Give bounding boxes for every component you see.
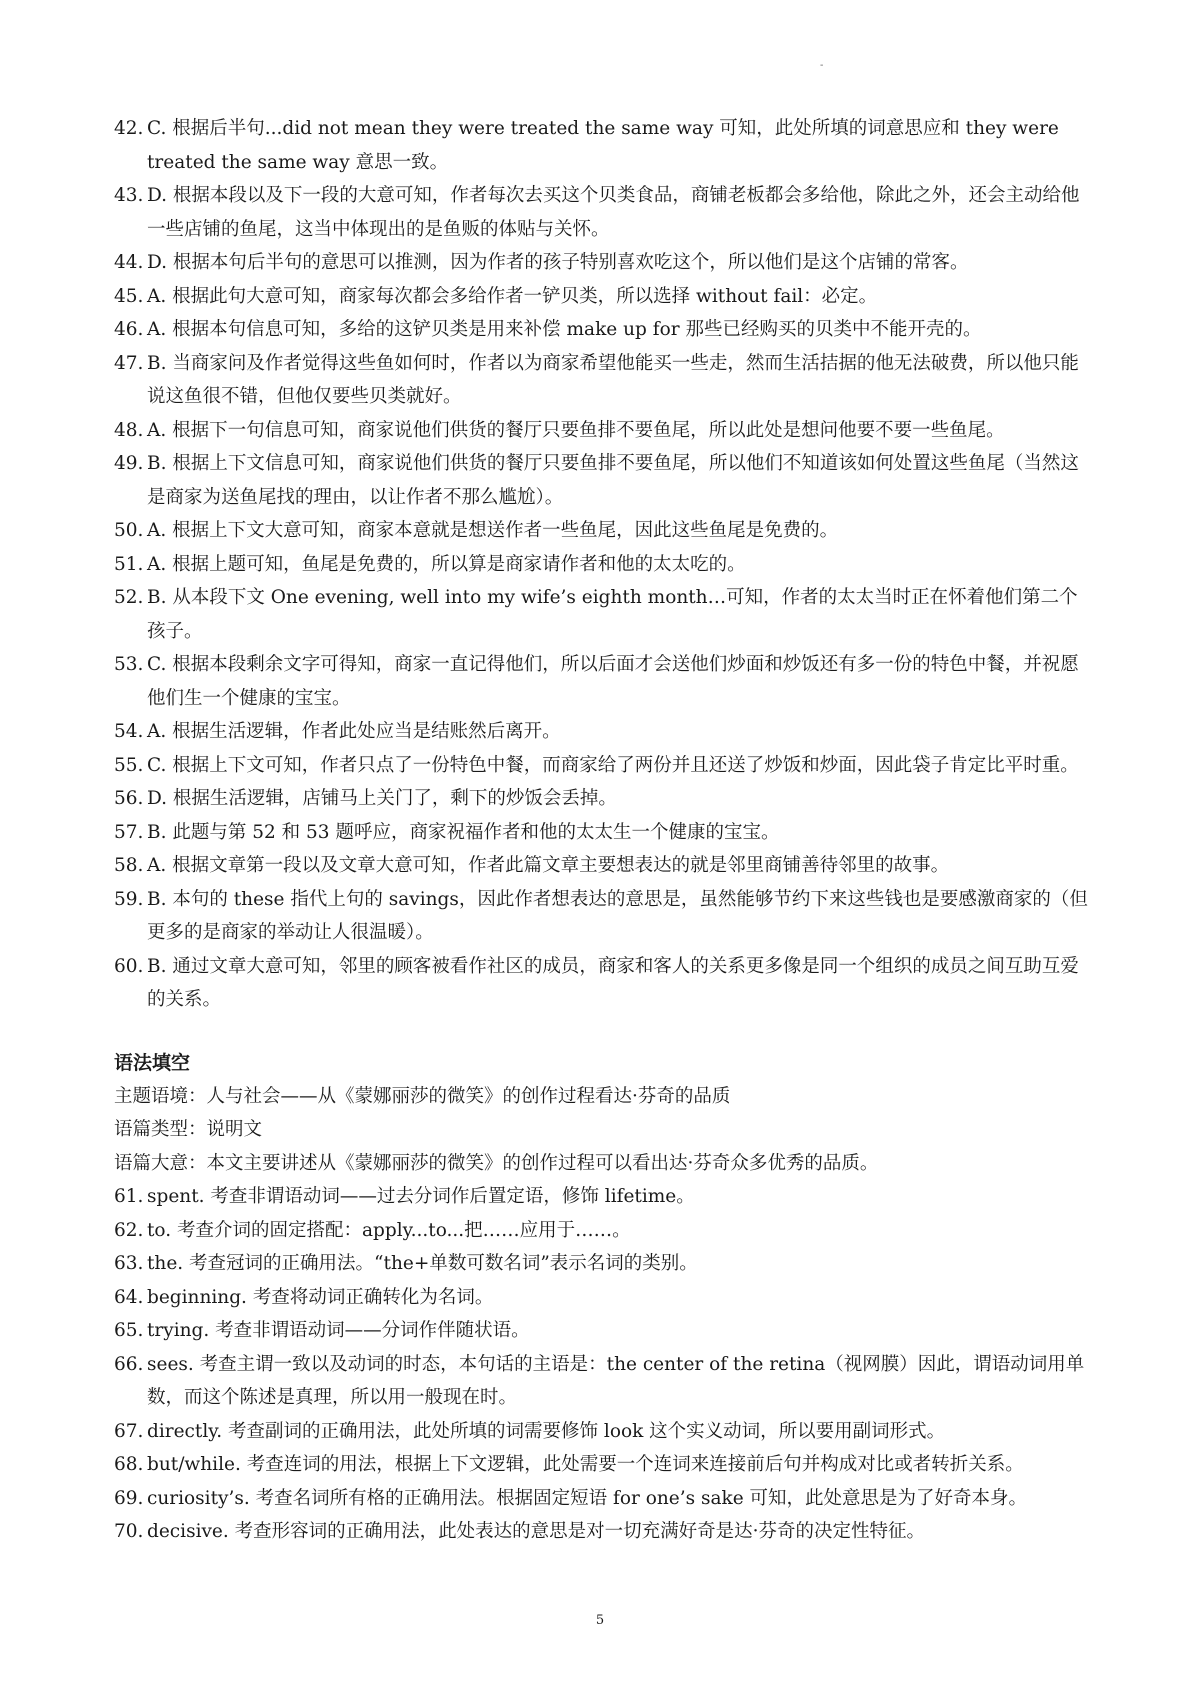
item-text: A. 根据本句信息可知，多给的这铲贝类是用来补偿 make up for 那些已经购买的贝类中不能开壳的。	[147, 319, 982, 340]
answer-item	[114, 313, 1094, 347]
item-number: 66.	[114, 1353, 144, 1375]
item-text: B. 通过文章大意可知，邻里的顾客被看作社区的成员，商家和客人的关系更多像是同一个组织的成员之间互助互爱的关系。	[147, 955, 1079, 1010]
item-text: but/while. 考查连词的用法，根据上下文逻辑，此处需要一个连词来连接前后句并构成对比或者转折关系。	[147, 1454, 1024, 1475]
item-text: to. 考查介词的固定搭配：apply...to...把……应用于……。	[147, 1219, 631, 1241]
answer-item	[114, 782, 1094, 816]
answer-content	[114, 112, 1094, 1549]
section-title: 语法填空	[114, 1051, 191, 1074]
answer-item	[114, 1214, 1094, 1248]
item-text: decisive. 考查形容词的正确用法，此处表达的意思是对一切充满好奇是达·芬奇的决定性特征。	[147, 1521, 926, 1542]
item-number: 58.	[114, 855, 144, 876]
item-number: 56.	[114, 788, 144, 809]
item-text: directly. 考查副词的正确用法，此处所填的词需要修饰 look 这个实义动词，所以要用副词形式。	[147, 1420, 946, 1442]
grammar-section	[114, 1047, 1094, 1549]
item-text: A. 根据上题可知，鱼尾是免费的，所以算是商家请作者和他的太太吃的。	[147, 553, 746, 575]
answer-item	[114, 648, 1094, 715]
item-text: beginning. 考查将动词正确转化为名词。	[147, 1286, 494, 1308]
answer-item	[114, 1448, 1094, 1482]
item-text: C. 根据上下文可知，作者只点了一份特色中餐，而商家给了两份并且还送了炒饭和炒面，因此袋子肯定比平时重。	[147, 754, 1079, 776]
answer-item	[114, 849, 1094, 883]
item-number: 55.	[114, 754, 144, 776]
item-text: the. 考查冠词的正确用法。“the+单数可数名词”表示名词的类别。	[147, 1253, 698, 1274]
item-text: B. 此题与第 52 和 53 题呼应，商家祝福作者和他的太太生一个健康的宝宝。	[147, 821, 780, 843]
item-number: 42.	[114, 118, 144, 139]
item-text: D. 根据本句后半句的意思可以推测，因为作者的孩子特别喜欢吃这个，所以他们是这个店铺的常客。	[147, 252, 969, 273]
item-text: B. 本句的 these 指代上句的 savings，因此作者想表达的意思是，虽然能够节约下来这些钱也是要感激商家的（但更多的是商家的举动让人很温暖）。	[147, 888, 1088, 943]
item-text: spent. 考查非谓语动词——过去分词作后置定语，修饰 lifetime。	[147, 1186, 695, 1207]
item-text: A. 根据上下文大意可知，商家本意就是想送作者一些鱼尾，因此这些鱼尾是免费的。	[147, 520, 839, 541]
item-text: D. 根据本段以及下一段的大意可知，作者每次去买这个贝类食品，商铺老板都会多给他，除此之外，还会主动给他一些店铺的鱼尾，这当中体现出的是鱼贩的体贴与关怀。	[147, 185, 1080, 240]
answer-item	[114, 950, 1094, 1017]
answer-item	[114, 1314, 1094, 1348]
item-text: B. 根据上下文信息可知，商家说他们供货的餐厅只要鱼排不要鱼尾，所以他们不知道该如何处置这些鱼尾（当然这是商家为送鱼尾找的理由，以让作者不那么尴尬）。	[147, 453, 1079, 508]
item-text: B. 当商家问及作者觉得这些鱼如何时，作者以为商家希望他能买一些走，然而生活拮据的他无法破费，所以他只能说这鱼很不错，但他仅要些贝类就好。	[147, 352, 1079, 407]
theme-context: 主题语境：人与社会——从《蒙娜丽莎的微笑》的创作过程看达·芬奇的品质	[114, 1085, 731, 1107]
answer-item	[114, 1482, 1094, 1516]
answer-item	[114, 883, 1094, 950]
answer-item	[114, 414, 1094, 448]
item-text: B. 从本段下文 One evening, well into my wife’s eighth month…可知，作者的太太当时正在怀着他们第二个孩子。	[147, 587, 1078, 642]
answer-item	[114, 581, 1094, 648]
item-number: 45.	[114, 285, 144, 307]
item-number: 47.	[114, 352, 144, 374]
answer-item	[114, 347, 1094, 414]
item-number: 64.	[114, 1286, 144, 1308]
answer-item	[114, 179, 1094, 246]
item-number: 50.	[114, 520, 144, 541]
text-summary: 语篇大意：本文主要讲述从《蒙娜丽莎的微笑》的创作过程可以看出达·芬奇众多优秀的品质。	[114, 1152, 879, 1174]
item-text: sees. 考查主谓一致以及动词的时态，本句话的主语是：the center of the retina（视网膜）因此，谓语动词用单数，而这个陈述是真理，所以用一般现在时。	[147, 1353, 1085, 1408]
answer-item	[114, 1415, 1094, 1449]
item-text: A. 根据生活逻辑，作者此处应当是结账然后离开。	[147, 721, 561, 742]
answer-item	[114, 514, 1094, 548]
item-number: 43.	[114, 185, 144, 206]
item-number: 53.	[114, 654, 144, 675]
item-number: 63.	[114, 1253, 144, 1274]
item-number: 65.	[114, 1320, 144, 1341]
item-number: 60.	[114, 955, 144, 977]
item-number: 51.	[114, 553, 144, 575]
answer-item	[114, 1348, 1094, 1415]
page-number: 5	[595, 1613, 605, 1628]
item-number: 54.	[114, 721, 144, 742]
grammar-answer-list	[114, 1180, 1094, 1549]
item-text: A. 根据此句大意可知，商家每次都会多给作者一铲贝类，所以选择 without fail：必定。	[147, 285, 878, 307]
item-number: 48.	[114, 419, 144, 441]
item-number: 67.	[114, 1420, 144, 1442]
item-text: trying. 考查非谓语动词——分词作伴随状语。	[147, 1320, 530, 1341]
item-text: curiosity’s. 考查名词所有格的正确用法。根据固定短语 for one’s sake 可知，此处意思是为了好奇本身。	[147, 1487, 1028, 1509]
item-number: 44.	[114, 252, 144, 273]
item-text: D. 根据生活逻辑，店铺马上关门了，剩下的炒饭会丢掉。	[147, 788, 617, 809]
item-text: A. 根据下一句信息可知，商家说他们供货的餐厅只要鱼排不要鱼尾，所以此处是想问他要不要一些鱼尾。	[147, 419, 1005, 441]
item-number: 52.	[114, 587, 144, 608]
answer-item	[114, 1281, 1094, 1315]
answer-item	[114, 447, 1094, 514]
item-number: 59.	[114, 888, 144, 910]
item-number: 49.	[114, 453, 144, 474]
answer-item	[114, 112, 1094, 179]
answer-item	[114, 749, 1094, 783]
item-number: 68.	[114, 1454, 144, 1475]
item-number: 46.	[114, 319, 144, 340]
item-number: 57.	[114, 821, 144, 843]
answer-item	[114, 1180, 1094, 1214]
answer-item	[114, 1515, 1094, 1549]
item-text: A. 根据文章第一段以及文章大意可知，作者此篇文章主要想表达的就是邻里商铺善待邻里的故事。	[147, 855, 950, 876]
item-text: C. 根据后半句...did not mean they were treated the same way 可知，此处所填的词意思应和 they were treated the same way 意思一致。	[147, 118, 1059, 173]
text-type: 语篇类型：说明文	[114, 1119, 263, 1140]
item-number: 62.	[114, 1219, 144, 1241]
item-number: 69.	[114, 1487, 144, 1509]
answer-item	[114, 246, 1094, 280]
answer-item	[114, 816, 1094, 850]
answer-item	[114, 715, 1094, 749]
item-number: 70.	[114, 1521, 144, 1542]
header-mark: -	[820, 60, 824, 71]
cloze-answer-list	[114, 112, 1094, 1017]
answer-item	[114, 548, 1094, 582]
answer-item	[114, 280, 1094, 314]
item-text: C. 根据本段剩余文字可得知，商家一直记得他们，所以后面才会送他们炒面和炒饭还有多一份的特色中餐，并祝愿他们生一个健康的宝宝。	[147, 654, 1079, 709]
answer-item	[114, 1247, 1094, 1281]
item-number: 61.	[114, 1186, 144, 1207]
